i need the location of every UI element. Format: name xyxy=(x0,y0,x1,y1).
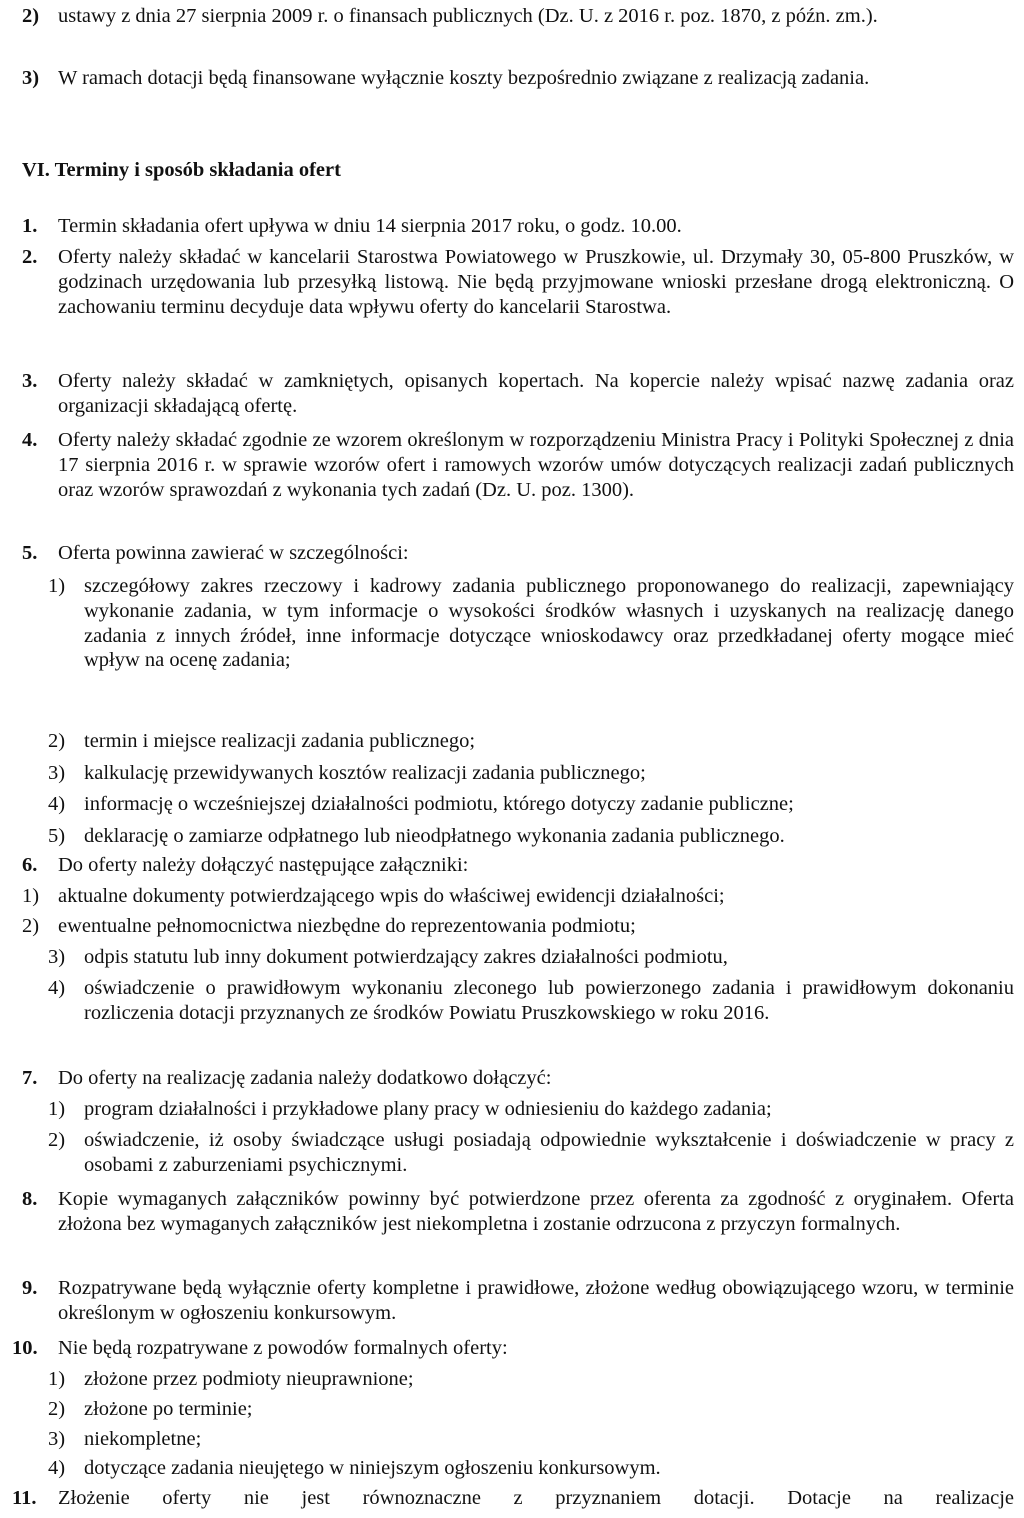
list-item-text: Oferta powinna zawierać w szczególności: xyxy=(58,542,409,564)
list-item-text: oświadczenie o prawidłowym wykonaniu zleconego lub powierzonego zadania i prawidłowym dokonaniu rozliczenia dotacji przyznanych ze środków Powiatu Pruszkowskiego w roku 2016. xyxy=(84,977,1014,1024)
list-item-text: Oferty należy składać w zamkniętych, opisanych kopertach. Na kopercie należy wpisać nazwę zadania oraz organizacji składającą ofertę. xyxy=(58,370,1014,417)
list-number: 3) xyxy=(22,67,40,89)
list-number: 6. xyxy=(22,854,38,876)
list-item-text: informację o wcześniejszej działalności podmiotu, którego dotyczy zadanie publiczne; xyxy=(84,793,794,815)
list-item-text: niekompletne; xyxy=(84,1428,202,1450)
list-item-text: termin i miejsce realizacji zadania publicznego; xyxy=(84,730,476,752)
list-item-text: Do oferty należy dołączyć następujące załączniki: xyxy=(58,854,469,876)
list-item-text: ewentualne pełnomocnictwa niezbędne do reprezentowania podmiotu; xyxy=(58,915,636,937)
list-number: 1) xyxy=(48,1098,66,1120)
list-item-text: złożone przez podmioty nieuprawnione; xyxy=(84,1368,414,1390)
list-number: 2) xyxy=(48,1398,66,1420)
list-item-text: Oferty należy składać w kancelarii Starostwa Powiatowego w Pruszkowie, ul. Drzymały 30, 05-800 Pruszków, w godzinach urzędowania lub przesyłką listową. Nie będą przyjmowane wnioski przesłane drogą elektroniczną. O zachowaniu terminu decyduje data wpływu oferty do kancelarii Starostwa. xyxy=(58,246,1014,318)
list-item-text: Złożenie oferty nie jest równoznaczne z przyznaniem dotacji. Dotacje na realizacje xyxy=(58,1487,1014,1509)
list-number: 5. xyxy=(22,542,38,564)
list-number: 2) xyxy=(48,1129,66,1151)
list-number: 4) xyxy=(48,1457,66,1479)
list-number: 3) xyxy=(48,1428,66,1450)
list-number: 4) xyxy=(48,793,66,815)
list-number: 2) xyxy=(22,5,40,27)
list-item-text: Rozpatrywane będą wyłącznie oferty kompletne i prawidłowe, złożone według obowiązującego wzoru, w terminie określonym w ogłoszeniu konkursowym. xyxy=(58,1277,1014,1324)
list-item-text: Oferty należy składać zgodnie ze wzorem określonym w rozporządzeniu Ministra Pracy i Polityki Społecznej z dnia 17 sierpnia 2016 r. w sprawie wzorów ofert i ramowych wzorów umów dotyczących realizacji zadań publicznych oraz wzorów sprawozdań z wykonania tych zadań (Dz. U. poz. 1300). xyxy=(58,429,1014,501)
list-number: 3) xyxy=(48,762,66,784)
list-item-text: Kopie wymaganych załączników powinny być potwierdzone przez oferenta za zgodność z oryginałem. Oferta złożona bez wymaganych załączników jest niekompletna i zostanie odrzucona z przyczyn formalnych. xyxy=(58,1188,1014,1235)
list-number: 2) xyxy=(22,915,40,937)
list-item-text: odpis statutu lub inny dokument potwierdzający zakres działalności podmiotu, xyxy=(84,946,728,968)
list-number: 4. xyxy=(22,429,38,451)
list-item-text: ustawy z dnia 27 sierpnia 2009 r. o finansach publicznych (Dz. U. z 2016 r. poz. 1870, z późn. zm.). xyxy=(58,5,878,27)
list-item-text: szczegółowy zakres rzeczowy i kadrowy zadania publicznego proponowanego do realizacji, zapewniający wykonanie zadania, w tym informacje o wysokości środków własnych i uzyskanych na realizację danego zadania z innych źródeł, inne informacje dotyczące wnioskodawcy oraz przedkładanej oferty mogące mieć wpływ na ocenę zadania; xyxy=(84,575,1014,672)
list-number: 8. xyxy=(22,1188,38,1210)
list-item-text: złożone po terminie; xyxy=(84,1398,253,1420)
list-item-text: kalkulację przewidywanych kosztów realizacji zadania publicznego; xyxy=(84,762,646,784)
section-heading: VI. Terminy i sposób składania ofert xyxy=(22,159,341,181)
list-item-text: aktualne dokumenty potwierdzającego wpis do właściwej ewidencji działalności; xyxy=(58,885,725,907)
list-item-text: oświadczenie, iż osoby świadczące usługi posiadają odpowiednie wykształcenie i doświadczenie w pracy z osobami z zaburzeniami psychicznymi. xyxy=(84,1129,1014,1176)
list-number: 4) xyxy=(48,977,66,999)
list-number: 9. xyxy=(22,1277,38,1299)
list-number: 3. xyxy=(22,370,38,392)
list-item-text: W ramach dotacji będą finansowane wyłącznie koszty bezpośrednio związane z realizacją zadania. xyxy=(58,67,870,89)
list-number: 3) xyxy=(48,946,66,968)
list-number: 1) xyxy=(48,575,66,597)
list-item-text: Termin składania ofert upływa w dniu 14 sierpnia 2017 roku, o godz. 10.00. xyxy=(58,215,682,237)
list-item-text: deklarację o zamiarze odpłatnego lub nieodpłatnego wykonania zadania publicznego. xyxy=(84,825,785,847)
list-number: 1. xyxy=(22,215,38,237)
list-item-text: program działalności i przykładowe plany pracy w odniesieniu do każdego zadania; xyxy=(84,1098,772,1120)
list-number: 1) xyxy=(48,1368,66,1390)
list-number: 5) xyxy=(48,825,66,847)
list-number: 11. xyxy=(12,1487,37,1509)
list-item-text: Nie będą rozpatrywane z powodów formalnych oferty: xyxy=(58,1337,508,1359)
list-number: 2) xyxy=(48,730,66,752)
list-number: 10. xyxy=(12,1337,38,1359)
list-item-text: Do oferty na realizację zadania należy dodatkowo dołączyć: xyxy=(58,1067,552,1089)
list-number: 1) xyxy=(22,885,40,907)
list-item-text: dotyczące zadania nieujętego w niniejszym ogłoszeniu konkursowym. xyxy=(84,1457,661,1479)
list-number: 7. xyxy=(22,1067,38,1089)
list-number: 2. xyxy=(22,246,38,268)
